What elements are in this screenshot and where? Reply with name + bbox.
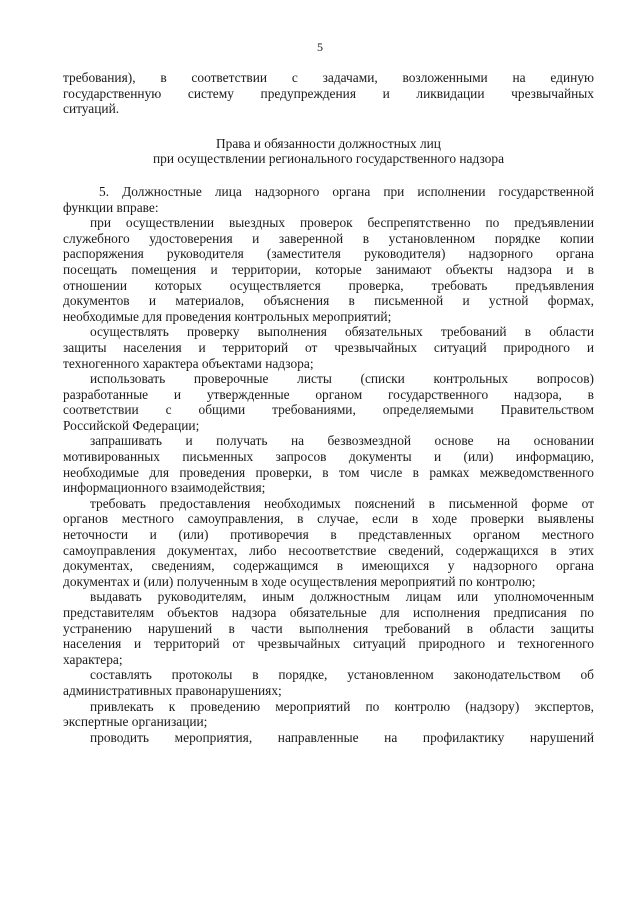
text-line: характера; xyxy=(63,651,123,667)
text-line: при осуществлении выездных проверок беспрепятственно по предъявлении xyxy=(90,215,594,231)
list-item xyxy=(63,496,594,590)
list-item xyxy=(63,215,594,324)
text-line: разработанные и утвержденные органом государственного надзора, в xyxy=(63,386,594,402)
text-line: посещать помещения и территории, которые занимают объекты надзора и в xyxy=(63,261,594,277)
text-line: документах, сведениям, содержащимся в имеющихся у надзорного органа xyxy=(63,558,594,574)
text-line: составлять протоколы в порядке, установленном законодательством об xyxy=(90,667,594,683)
text-line: устранению нарушений в части выполнения требований в области защиты xyxy=(63,620,594,636)
text-line: документов и материалов, объяснения в письменной и устной формах, xyxy=(63,293,594,309)
list-item xyxy=(63,433,594,495)
page-number: 5 xyxy=(317,40,323,54)
section-heading xyxy=(63,136,594,167)
text-line: защиты населения и территорий от чрезвычайных ситуаций природного и xyxy=(63,339,594,355)
list-item xyxy=(63,667,594,698)
text-line: органов местного самоуправления, в случае, если в ходе проверки выявлены xyxy=(63,511,594,527)
text-line: административных правонарушениях; xyxy=(63,682,282,698)
text-line: необходимые для проведения контрольных мероприятий; xyxy=(63,308,392,324)
text-line: населения и территорий от чрезвычайных ситуаций природного и техногенного xyxy=(63,636,594,652)
text-line: информационного взаимодействия; xyxy=(63,480,266,496)
text-line: неточности и (или) противоречия в представленных органом местного xyxy=(63,527,594,543)
text-line: ситуаций. xyxy=(63,101,120,117)
text-line: требования), в соответствии с задачами, возложенными на единую xyxy=(63,70,594,85)
text-line: осуществлять проверку выполнения обязательных требований в области xyxy=(90,324,594,340)
list-item xyxy=(63,699,594,730)
text-line: соответствии с общими требованиями, определяемыми Правительством xyxy=(63,402,594,418)
document-body xyxy=(63,70,594,745)
intro-paragraph xyxy=(63,70,594,117)
text-line: техногенного характера объектами надзора; xyxy=(63,355,314,371)
text-line: представителям объектов надзора обязательные для исполнения предписания по xyxy=(63,605,594,620)
text-line: распоряжения руководителя (заместителя руководителя) надзорного органа xyxy=(63,246,594,262)
text-line: запрашивать и получать на безвозмездной основе на основании xyxy=(90,433,594,449)
text-line: документах и (или) полученным в ходе осуществления мероприятий по контролю; xyxy=(63,573,536,589)
text-line: Российской Федерации; xyxy=(63,417,200,433)
text-line: самоуправления документах, либо несоответствие сведений, содержащихся в этих xyxy=(63,542,594,558)
text-line: государственную систему предупреждения и ликвидации чрезвычайных xyxy=(63,85,594,101)
text-line: использовать проверочные листы (списки контрольных вопросов) xyxy=(90,371,594,387)
list-item xyxy=(63,324,594,371)
list-item xyxy=(63,730,594,746)
text-line: служебного удостоверения и заверенной в установленном порядке копии xyxy=(63,230,594,246)
text-line: 5. Должностные лица надзорного органа при исполнении государственной xyxy=(99,183,594,199)
heading-line: Права и обязанности должностных лиц xyxy=(216,135,441,151)
text-line: экспертные организации; xyxy=(63,714,208,730)
text-line: выдавать руководителям, иным должностным лицам или уполномоченным xyxy=(90,589,594,605)
text-line: функции вправе: xyxy=(63,199,159,215)
clause-5-paragraph xyxy=(63,184,594,215)
text-line: требовать предоставления необходимых пояснений в письменной форме от xyxy=(90,495,594,511)
list-item xyxy=(63,371,594,433)
text-line: привлекать к проведению мероприятий по контролю (надзору) экспертов, xyxy=(90,698,594,714)
text-line: необходимые для проведения проверки, в том числе в рамках межведомственного xyxy=(63,464,594,480)
rights-list xyxy=(63,215,594,745)
text-line: мотивированных письменных запросов документы и (или) информацию, xyxy=(63,449,594,465)
heading-line: при осуществлении регионального государственного надзора xyxy=(152,151,505,167)
list-item xyxy=(63,589,594,667)
text-line: отношении которых осуществляется проверка, требовать предъявления xyxy=(63,277,594,293)
text-line: проводить мероприятия, направленные на профилактику нарушений xyxy=(90,729,594,745)
